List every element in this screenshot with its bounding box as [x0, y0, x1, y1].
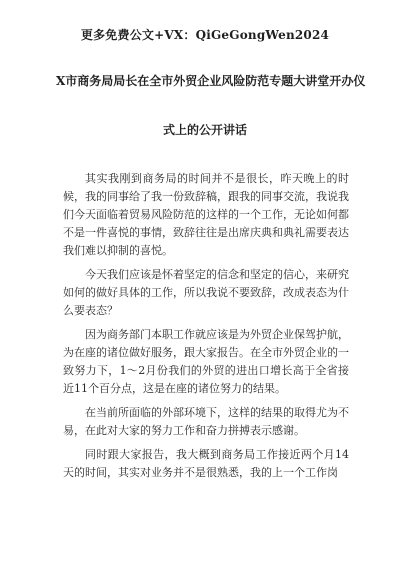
paragraph: 在当前所面临的外部环境下，这样的结果的取得尤为不易，在此对大家的努力工作和奋力拼搏表示感谢。: [63, 406, 349, 437]
promo-header: 更多免费公文+VX：QiGeGongWen2024: [80, 28, 330, 42]
paragraph: 其实我刚到商务局的时间并不是很长，昨天晚上的时候，我的同事给了我一份致辞稿，跟我的同事交流，我说我们今天面临着贸易风险防范的这样的一个工作，无论如何都不是一件喜悦的事情，致辞往往是出席庆典和典礼需要表达我们难以抑制的喜悦。: [63, 172, 349, 257]
document-title-line1: X市商务局局长在全市外贸企业风险防范专题大讲堂开办仪: [56, 74, 366, 88]
paragraph: 同时跟大家报告，我大概到商务局工作接近两个月14天的时间，其实对业务并不是很熟悉，我的上一个工作岗: [63, 448, 349, 479]
paragraph: 因为商务部门本职工作就应该是为外贸企业保驾护航，为在座的诸位做好服务，跟大家报告。在全市外贸企业的一致努力下，1～2月份我们的外贸的进出口增长高于全省接近11个百分点，这是在座的诸位努力的结果。: [63, 328, 349, 395]
document-title-line2: 式上的公开讲话: [162, 123, 247, 137]
document-body: [63, 170, 349, 488]
paragraph: 今天我们应该是怀着坚定的信念和坚定的信心，来研究如何的做好具体的工作，所以我说不要致辞，改成表态为什么要表态？: [63, 268, 349, 317]
